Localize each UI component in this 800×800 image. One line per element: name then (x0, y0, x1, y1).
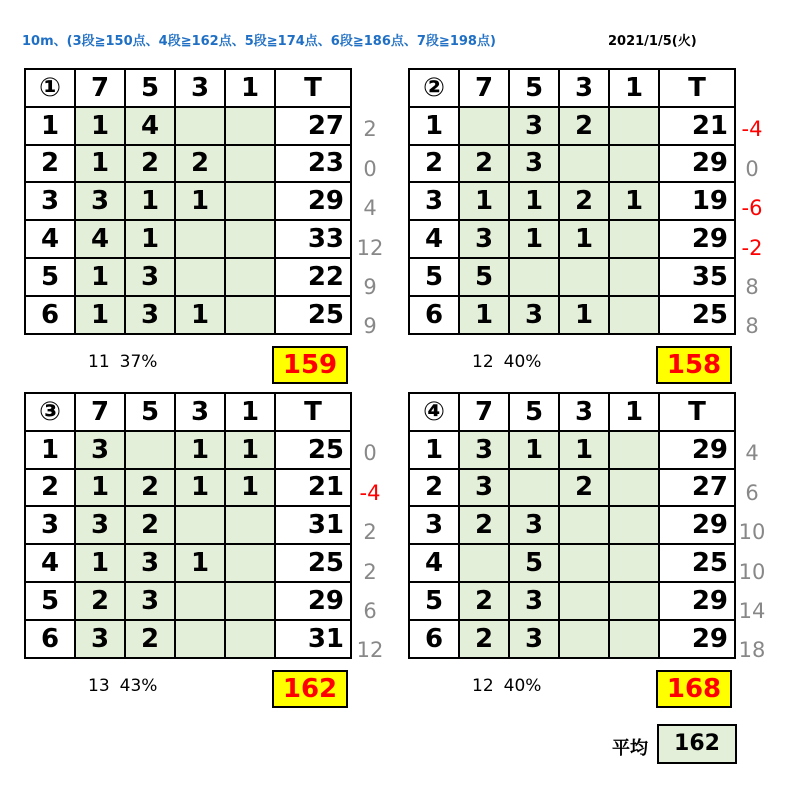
diff-value: 4 (745, 441, 759, 466)
column-header: T (659, 69, 735, 107)
hit-count-cell: 3 (75, 431, 125, 469)
end-total: 29 (659, 506, 735, 544)
table-header-row (409, 69, 735, 107)
column-header: 5 (125, 69, 175, 107)
hit-count-cell (509, 469, 559, 507)
table-row (409, 544, 735, 582)
date-label: 2021/1/5(火) (608, 34, 697, 49)
hit-count-cell: 3 (509, 620, 559, 658)
table-row (409, 620, 735, 658)
hit-count-cell (559, 506, 609, 544)
diff-value: -6 (741, 196, 763, 221)
end-number: 6 (25, 296, 75, 334)
hit-count-cell (609, 107, 659, 145)
diff-value: 0 (363, 156, 377, 181)
end-number: 5 (409, 582, 459, 620)
diff-value: 6 (363, 599, 377, 623)
column-header: T (275, 69, 351, 107)
hit-count: 13 (88, 676, 110, 696)
hit-count-cell (225, 582, 275, 620)
end-total: 29 (275, 182, 351, 220)
end-total: 33 (275, 220, 351, 258)
diff-value: 2 (363, 559, 377, 584)
hit-count-cell (225, 220, 275, 258)
rule-text: 10m、(3段≧150点、4段≧162点、5段≧174点、6段≧186点、7段≧198点) (22, 34, 496, 49)
hit-count-cell: 1 (75, 145, 125, 183)
end-total: 35 (659, 258, 735, 296)
end-number: 6 (25, 620, 75, 658)
hit-count-cell: 1 (75, 258, 125, 296)
table-row (409, 107, 735, 145)
end-total: 23 (275, 145, 351, 183)
hit-count-cell (609, 469, 659, 507)
hit-count-cell: 2 (459, 506, 509, 544)
hit-count-cell: 1 (175, 431, 225, 469)
hit-count-cell: 1 (125, 182, 175, 220)
diff-value: 6 (745, 480, 759, 505)
hit-count-cell (175, 258, 225, 296)
column-header: 5 (125, 393, 175, 431)
hit-count-cell: 4 (75, 220, 125, 258)
hit-count-cell (225, 107, 275, 145)
hit-count-cell: 1 (125, 220, 175, 258)
table-row (25, 469, 351, 507)
hit-count-cell: 2 (459, 620, 509, 658)
hit-count-cell (459, 544, 509, 582)
column-header: 7 (75, 393, 125, 431)
end-number: 6 (409, 620, 459, 658)
end-number: 5 (25, 258, 75, 296)
round-1-table (24, 68, 352, 335)
diff-value: 4 (363, 196, 377, 221)
hit-count-cell (125, 431, 175, 469)
diff-value: 12 (356, 235, 384, 260)
column-header: 7 (75, 69, 125, 107)
end-total: 27 (275, 107, 351, 145)
table-row (25, 506, 351, 544)
hit-count-cell (225, 258, 275, 296)
hit-count-cell: 1 (559, 296, 609, 334)
hit-count-summary (88, 676, 157, 696)
table-row (409, 506, 735, 544)
end-number: 5 (409, 258, 459, 296)
diff-value: 9 (363, 275, 377, 299)
end-total: 29 (659, 620, 735, 658)
diff-value: -2 (741, 235, 763, 260)
hit-count-cell (225, 296, 275, 334)
hit-count-cell: 1 (559, 220, 609, 258)
diff-value: 8 (745, 314, 759, 339)
end-number: 1 (409, 431, 459, 469)
table-header-row (409, 393, 735, 431)
end-number: 1 (25, 431, 75, 469)
table-row (25, 296, 351, 334)
end-number: 4 (25, 544, 75, 582)
end-number: 5 (25, 582, 75, 620)
hit-count-cell: 3 (75, 620, 125, 658)
hit-count-cell (609, 145, 659, 183)
hit-count-cell: 2 (125, 506, 175, 544)
end-number: 3 (25, 182, 75, 220)
hit-count-summary (472, 352, 541, 372)
table-row (25, 431, 351, 469)
hit-count-cell (225, 544, 275, 582)
round-total: 168 (656, 670, 732, 708)
column-header: 7 (459, 393, 509, 431)
diff-value: 10 (738, 520, 766, 545)
diff-value: 0 (745, 156, 759, 181)
hit-count-cell: 2 (125, 145, 175, 183)
column-header: 5 (509, 393, 559, 431)
end-number: 3 (409, 182, 459, 220)
hit-count: 12 (472, 676, 494, 696)
hit-count-cell (559, 258, 609, 296)
hit-count-cell (609, 431, 659, 469)
table-row (409, 145, 735, 183)
table-row (25, 544, 351, 582)
hit-count-cell: 1 (75, 544, 125, 582)
column-header: 1 (609, 69, 659, 107)
hit-count-summary (88, 352, 157, 372)
hit-percent: 40% (503, 676, 542, 696)
column-header: T (275, 393, 351, 431)
hit-count-cell (609, 220, 659, 258)
end-total: 22 (275, 258, 351, 296)
hit-count-cell (559, 145, 609, 183)
hit-count-cell (225, 506, 275, 544)
end-number: 2 (25, 145, 75, 183)
hit-count-cell (175, 107, 225, 145)
table-row (25, 620, 351, 658)
hit-count-cell: 3 (509, 296, 559, 334)
table-row (409, 220, 735, 258)
diff-value: -4 (359, 480, 381, 505)
end-total: 29 (275, 582, 351, 620)
round-4-table (408, 392, 736, 659)
hit-count-cell: 1 (225, 431, 275, 469)
column-header: 3 (175, 393, 225, 431)
end-total: 19 (659, 182, 735, 220)
hit-count-cell: 1 (509, 431, 559, 469)
hit-count-cell: 3 (75, 182, 125, 220)
end-number: 2 (25, 469, 75, 507)
hit-count-cell: 3 (75, 506, 125, 544)
column-header: 3 (175, 69, 225, 107)
diff-value: 12 (356, 638, 384, 663)
hit-percent: 37% (119, 352, 158, 372)
end-number: 6 (409, 296, 459, 334)
end-number: 1 (409, 107, 459, 145)
diff-value: -4 (741, 117, 763, 142)
end-total: 25 (275, 544, 351, 582)
diff-value: 10 (738, 559, 766, 584)
round-label: ② (409, 69, 459, 107)
round-label: ③ (25, 393, 75, 431)
hit-count: 11 (88, 352, 110, 372)
round-label: ④ (409, 393, 459, 431)
hit-count-cell: 1 (225, 469, 275, 507)
round-total: 159 (272, 346, 348, 384)
hit-count-cell (559, 582, 609, 620)
hit-count-cell: 1 (559, 431, 609, 469)
hit-count-cell (459, 107, 509, 145)
hit-count-cell (225, 145, 275, 183)
hit-percent: 40% (503, 352, 542, 372)
diff-value: 0 (363, 441, 377, 466)
round-2-table (408, 68, 736, 335)
average-label: 平均 (612, 738, 648, 759)
hit-count-cell (609, 582, 659, 620)
hit-count-cell: 1 (509, 220, 559, 258)
table-row (409, 582, 735, 620)
end-total: 29 (659, 582, 735, 620)
table-row (409, 182, 735, 220)
end-number: 4 (25, 220, 75, 258)
end-total: 25 (275, 296, 351, 334)
table-row (25, 582, 351, 620)
end-number: 2 (409, 469, 459, 507)
end-total: 29 (659, 220, 735, 258)
end-number: 4 (409, 544, 459, 582)
column-header: 7 (459, 69, 509, 107)
end-total: 29 (659, 431, 735, 469)
hit-count: 12 (472, 352, 494, 372)
hit-count-cell: 1 (175, 544, 225, 582)
table-row (25, 182, 351, 220)
table-row (409, 469, 735, 507)
end-total: 25 (659, 296, 735, 334)
hit-count-cell (609, 620, 659, 658)
end-total: 31 (275, 506, 351, 544)
table-row (25, 258, 351, 296)
hit-count-cell (225, 182, 275, 220)
hit-count-cell: 2 (125, 469, 175, 507)
hit-count-cell: 3 (459, 431, 509, 469)
diff-value: 14 (738, 599, 766, 623)
hit-count-cell (559, 620, 609, 658)
end-total: 25 (659, 544, 735, 582)
hit-count-cell: 3 (125, 582, 175, 620)
hit-count-cell: 1 (175, 182, 225, 220)
hit-count-cell: 3 (509, 506, 559, 544)
hit-count-cell: 3 (509, 107, 559, 145)
hit-count-cell: 3 (509, 145, 559, 183)
hit-count-cell (175, 582, 225, 620)
end-number: 2 (409, 145, 459, 183)
hit-count-cell: 5 (509, 544, 559, 582)
table-row (25, 220, 351, 258)
hit-count-cell: 1 (459, 296, 509, 334)
diff-value: 8 (745, 275, 759, 299)
hit-count-cell: 1 (75, 469, 125, 507)
column-header: 5 (509, 69, 559, 107)
end-number: 3 (409, 506, 459, 544)
table-row (409, 431, 735, 469)
end-total: 21 (659, 107, 735, 145)
end-number: 1 (25, 107, 75, 145)
hit-count-cell (225, 620, 275, 658)
table-header-row (25, 393, 351, 431)
hit-count-cell (609, 544, 659, 582)
end-total: 21 (275, 469, 351, 507)
end-number: 4 (409, 220, 459, 258)
round-label: ① (25, 69, 75, 107)
table-row (409, 296, 735, 334)
column-header: T (659, 393, 735, 431)
hit-count-cell (175, 506, 225, 544)
column-header: 1 (609, 393, 659, 431)
end-total: 27 (659, 469, 735, 507)
end-total: 25 (275, 431, 351, 469)
hit-count-cell: 1 (459, 182, 509, 220)
hit-count-cell: 3 (459, 469, 509, 507)
diff-value: 2 (363, 117, 377, 142)
hit-count-cell: 2 (459, 145, 509, 183)
hit-count-cell: 3 (125, 296, 175, 334)
column-header: 1 (225, 393, 275, 431)
hit-count-cell: 1 (175, 469, 225, 507)
hit-count-cell: 2 (175, 145, 225, 183)
end-total: 31 (275, 620, 351, 658)
table-row (25, 145, 351, 183)
hit-count-cell: 2 (459, 582, 509, 620)
hit-count-cell: 3 (125, 258, 175, 296)
table-row (409, 258, 735, 296)
hit-count-cell: 1 (609, 182, 659, 220)
hit-count-cell (609, 258, 659, 296)
hit-count-cell: 2 (559, 469, 609, 507)
table-row (25, 107, 351, 145)
hit-count-cell: 4 (125, 107, 175, 145)
diff-value: 2 (363, 520, 377, 545)
hit-count-cell: 1 (75, 296, 125, 334)
hit-percent: 43% (119, 676, 158, 696)
column-header: 1 (225, 69, 275, 107)
hit-count-cell: 2 (559, 182, 609, 220)
hit-count-cell: 2 (125, 620, 175, 658)
hit-count-cell (559, 544, 609, 582)
round-total: 158 (656, 346, 732, 384)
diff-value: 9 (363, 314, 377, 339)
hit-count-cell: 5 (459, 258, 509, 296)
hit-count-cell (509, 258, 559, 296)
hit-count-cell: 2 (559, 107, 609, 145)
table-header-row (25, 69, 351, 107)
hit-count-cell: 1 (75, 107, 125, 145)
round-3-table (24, 392, 352, 659)
column-header: 3 (559, 69, 609, 107)
hit-count-cell: 3 (459, 220, 509, 258)
end-total: 29 (659, 145, 735, 183)
hit-count-cell: 3 (509, 582, 559, 620)
hit-count-cell (175, 620, 225, 658)
hit-count-cell (609, 506, 659, 544)
hit-count-cell: 1 (509, 182, 559, 220)
hit-count-cell: 1 (175, 296, 225, 334)
end-number: 3 (25, 506, 75, 544)
hit-count-cell (609, 296, 659, 334)
round-total: 162 (272, 670, 348, 708)
hit-count-cell: 3 (125, 544, 175, 582)
hit-count-cell (175, 220, 225, 258)
hit-count-cell: 2 (75, 582, 125, 620)
column-header: 3 (559, 393, 609, 431)
hit-count-summary (472, 676, 541, 696)
diff-value: 18 (738, 638, 766, 663)
average-value: 162 (657, 724, 737, 764)
